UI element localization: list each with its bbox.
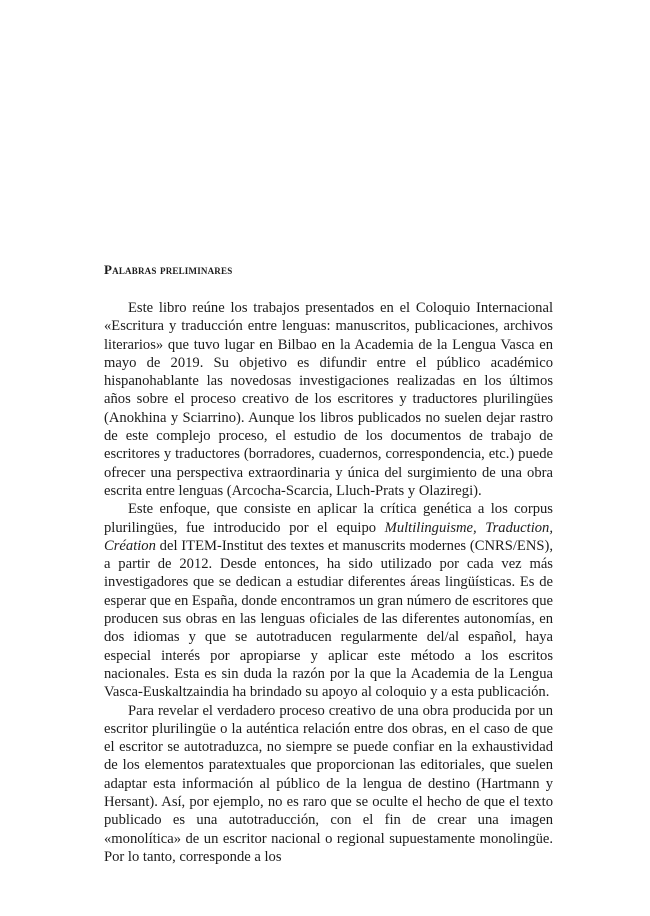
body-text: [104, 299, 553, 866]
paragraph: Para revelar el verdadero proceso creativo de una obra producida por un escritor plurilingüe o la auténtica relación entre dos obras, en el caso de que el escritor se autotraduzca, no siempre se puede confiar en la exhaustividad de los elementos paratextuales que proporcionan las editoriales, que suelen adaptar esta información al público de la lengua de destino (Hartmann y Hersant). Así, por ejemplo, no es raro que se oculte el hecho de que el texto publicado es una autotraducción, con el fin de crear una imagen «monolítica» de un escritor nacional o regional supuestamente monolingüe. Por lo tanto, corresponde a los: [104, 702, 553, 865]
italic-project-name: Multilinguisme, Traduction, Création: [104, 519, 553, 554]
section-heading: Palabras preliminares: [104, 262, 233, 277]
paragraph-text: Este enfoque, que consiste en aplicar la crítica genética a los corpus plurilingües, fue introducido por el equipo: [104, 501, 553, 536]
paragraph: Este libro reúne los trabajos presentados en el Coloquio Internacional «Escritura y traducción entre lenguas: manuscritos, publicaciones, archivos literarios» que tuvo lugar en Bilbao en la Academia de la Lengua Vasca en mayo de 2019. Su objetivo es difundir entre el público académico hispanohablante las novedosas investigaciones realizadas en los últimos años sobre el proceso creativo de los escritores y traductores plurilingües (Anokhina y Sciarrino). Aunque los libros publicados no suelen dejar rastro de este complejo proceso, el estudio de los documentos de trabajo de escritores y traductores (borradores, cuadernos, correspondencia, etc.) puede ofrecer una perspectiva extraordinaria y única del surgimiento de una obra escrita entre lenguas (Arcocha-Scarcia, Lluch-Prats y Olaziregi).: [104, 300, 553, 499]
paragraph-text: del ITEM-Institut des textes et manuscrits modernes (CNRS/ENS), a partir de 2012. Desde entonces, ha sido utilizado por cada vez más investigadores que se dedican a estudiar diferentes áreas lingüísticas. Es de esperar que en España, donde encontramos un gran número de escritores que producen sus obras en las lenguas oficiales de las diferentes autonomías, en dos idiomas y que se autotraducen regularmente del/al español, haya especial interés por apropiarse y aplicar este método a los escritos nacionales. Esta es sin duda la razón por la que la Academia de la Lengua Vasca-Euskaltzaindia ha brindado su apoyo al coloquio y a esta publicación.: [104, 537, 553, 701]
paragraph: [104, 500, 553, 701]
